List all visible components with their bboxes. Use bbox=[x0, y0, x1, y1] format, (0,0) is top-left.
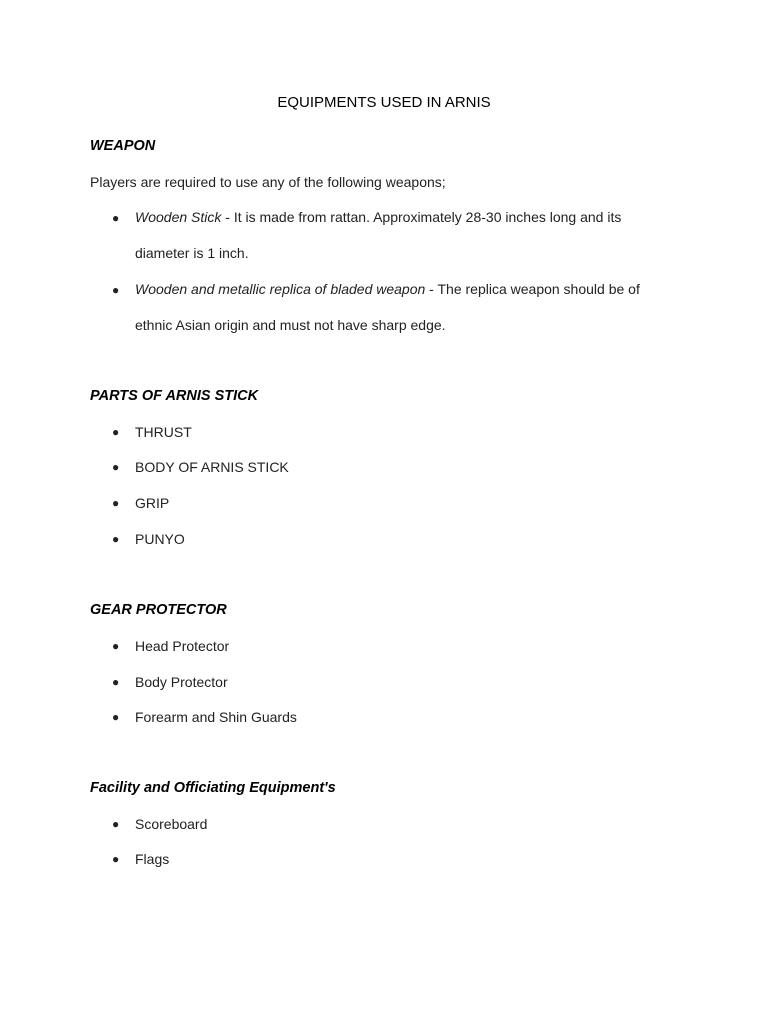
parts-item-body: BODY OF ARNIS STICK bbox=[135, 459, 289, 475]
bullet-icon: ● bbox=[112, 532, 120, 546]
weapon-item-text: - It is made from rattan. Approximately 28-30 inches long and its diameter is 1 inch. bbox=[135, 209, 622, 261]
bullet-icon: ● bbox=[112, 817, 120, 831]
weapon-item-term: Wooden Stick bbox=[135, 209, 222, 225]
parts-heading: PARTS OF ARNIS STICK bbox=[90, 388, 259, 404]
bullet-icon: ● bbox=[112, 460, 120, 474]
gear-heading: GEAR PROTECTOR bbox=[90, 602, 227, 618]
weapon-heading: WEAPON bbox=[90, 138, 156, 154]
bullet-icon: ● bbox=[112, 852, 120, 866]
facility-heading: Facility and Officiating Equipment's bbox=[90, 780, 336, 796]
bullet-icon: ● bbox=[112, 675, 120, 689]
document-title: EQUIPMENTS USED IN ARNIS bbox=[277, 94, 491, 111]
gear-item-forearm: Forearm and Shin Guards bbox=[135, 709, 297, 725]
gear-item-body: Body Protector bbox=[135, 674, 228, 690]
weapon-intro: Players are required to use any of the following weapons; bbox=[90, 174, 446, 190]
weapon-item-replica bbox=[135, 271, 675, 343]
parts-item-punyo: PUNYO bbox=[135, 531, 185, 547]
parts-item-thrust: THRUST bbox=[135, 424, 192, 440]
weapon-item-wooden-stick bbox=[135, 199, 675, 271]
bullet-icon: ● bbox=[112, 710, 120, 724]
gear-item-head: Head Protector bbox=[135, 638, 230, 654]
weapon-item-term: Wooden and metallic replica of bladed weapon bbox=[135, 281, 426, 297]
facility-item-scoreboard: Scoreboard bbox=[135, 816, 208, 832]
parts-item-grip: GRIP bbox=[135, 495, 170, 511]
weapon-item-text: - The replica weapon should be of ethnic Asian origin and must not have sharp edge. bbox=[135, 281, 640, 333]
bullet-icon: ● bbox=[112, 496, 120, 510]
bullet-icon: ● bbox=[112, 639, 120, 653]
bullet-icon: ● bbox=[112, 425, 120, 439]
bullet-icon: ● bbox=[112, 211, 120, 225]
facility-item-flags: Flags bbox=[135, 851, 170, 867]
bullet-icon: ● bbox=[112, 283, 120, 297]
